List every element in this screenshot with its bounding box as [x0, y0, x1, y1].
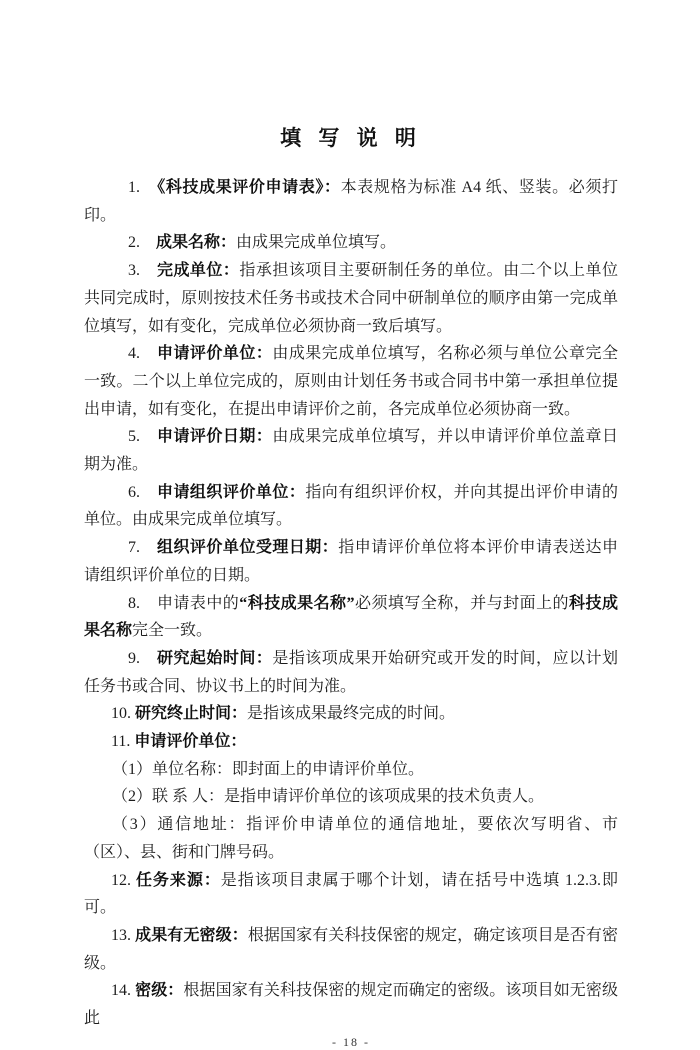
text-run: 由成果完成单位填写。: [236, 234, 397, 252]
text-run: 是指该项成果开始研究或开发的时间，应以计划任务书或合同、协议书上的时间为准。: [84, 649, 618, 695]
text-run: 根据国家有关科技保密的规定而确定的密级。该项目如无密级此: [84, 982, 618, 1028]
instruction-paragraph: [84, 257, 618, 340]
bold-term: 申请组织评价单位：: [156, 483, 306, 501]
text-run: 4.: [128, 345, 157, 363]
text-run: 申请表中的: [156, 594, 240, 612]
instruction-paragraph: [84, 728, 618, 756]
bold-term: 《科技成果评价申请表》：: [157, 179, 341, 196]
text-run: 由成果完成单位填写，名称必须与单位公章完全一致。二个以上单位完成的，原则由计划任务书或合同书中第一承担单位提出申请，如有变化，在提出申请评价之前，各完成单位必须协商一致。: [84, 345, 618, 418]
bold-term: 完成单位：: [156, 262, 240, 280]
instruction-paragraph: [84, 756, 618, 784]
text-run: 14.: [111, 982, 136, 1000]
page-title: 填 写 说 明: [280, 126, 422, 150]
instruction-paragraph: [84, 700, 618, 728]
instruction-paragraph: [84, 590, 618, 645]
text-run: 完全一致。: [132, 622, 213, 640]
bold-term: 申请评价单位：: [134, 733, 247, 751]
text-run: 指申请评价单位将本评价申请表送达申请组织评价单位的日期。: [84, 539, 618, 584]
instruction-paragraph: [84, 479, 618, 534]
text-run: 10.: [111, 705, 135, 723]
text-run: 11.: [111, 733, 135, 751]
text-run: 必须填写全称，并与封面上的: [354, 594, 570, 612]
text-run: 12.: [111, 871, 136, 889]
instruction-paragraph: [84, 174, 618, 229]
text-run: 8.: [128, 594, 157, 612]
text-run: 是指该成果最终完成的时间。: [247, 705, 456, 723]
instruction-paragraph: [84, 783, 618, 811]
text-run: 2.: [128, 234, 157, 252]
instruction-paragraph: [84, 645, 618, 700]
text-run: 9.: [128, 649, 157, 667]
text-run: 是指该项目隶属于哪个计划，请在括号中选填 1.2.3.即可。: [84, 871, 618, 917]
bold-term: 密级：: [135, 982, 184, 1000]
text-run: 6.: [128, 483, 157, 501]
text-run: （2）联 系 人：是指申请评价单位的该项成果的技术负责人。: [112, 788, 545, 806]
text-run: 5.: [128, 428, 157, 446]
bold-term: “科技成果名称”: [239, 594, 355, 612]
instruction-paragraph: [84, 811, 618, 866]
instruction-paragraph: [84, 423, 618, 478]
text-run: 1.: [128, 179, 158, 196]
bold-term: 科技成果名称: [84, 594, 618, 640]
document-body: [84, 174, 618, 1033]
text-run: 指向有组织评价权，并向其提出评价申请的单位。由成果完成单位填写。: [84, 483, 618, 529]
text-run: 根据国家有关科技保密的规定，确定该项目是否有密级。: [84, 926, 618, 972]
instruction-paragraph: [84, 534, 618, 589]
bold-term: 研究起始时间：: [156, 649, 273, 667]
text-run: 13.: [111, 926, 136, 944]
text-run: 3.: [128, 262, 157, 280]
text-run: 由成果完成单位填写，并以申请评价单位盖章日期为准。: [84, 428, 618, 474]
bold-term: 任务来源：: [135, 871, 221, 889]
instruction-paragraph: [84, 229, 618, 257]
bold-term: 组织评价单位受理日期：: [156, 539, 339, 557]
instruction-paragraph: [84, 977, 618, 1032]
instruction-paragraph: [84, 922, 618, 977]
bold-term: 成果名称：: [156, 234, 237, 252]
bold-term: 申请评价日期：: [156, 428, 273, 446]
instruction-paragraph: [84, 867, 618, 922]
page-number: - 18 -: [332, 1034, 370, 1049]
instruction-paragraph: [84, 340, 618, 423]
text-run: 本表规格为标准 A4 纸、竖装。必须打印。: [84, 179, 618, 224]
text-run: 7.: [128, 539, 157, 557]
text-run: （3）通信地址：指评价申请单位的通信地址，要依次写明省、市（区）、县、街和门牌号码。: [84, 816, 618, 861]
text-run: 指承担该项目主要研制任务的单位。由二个以上单位共同完成时，原则按技术任务书或技术合同中研制单位的顺序由第一完成单位填写，如有变化，完成单位必须协商一致后填写。: [84, 262, 618, 335]
bold-term: 成果有无密级：: [135, 926, 248, 944]
bold-term: 申请评价单位：: [156, 345, 273, 363]
text-run: （1）单位名称：即封面上的申请评价单位。: [112, 760, 425, 778]
bold-term: 研究终止时间：: [135, 705, 248, 723]
